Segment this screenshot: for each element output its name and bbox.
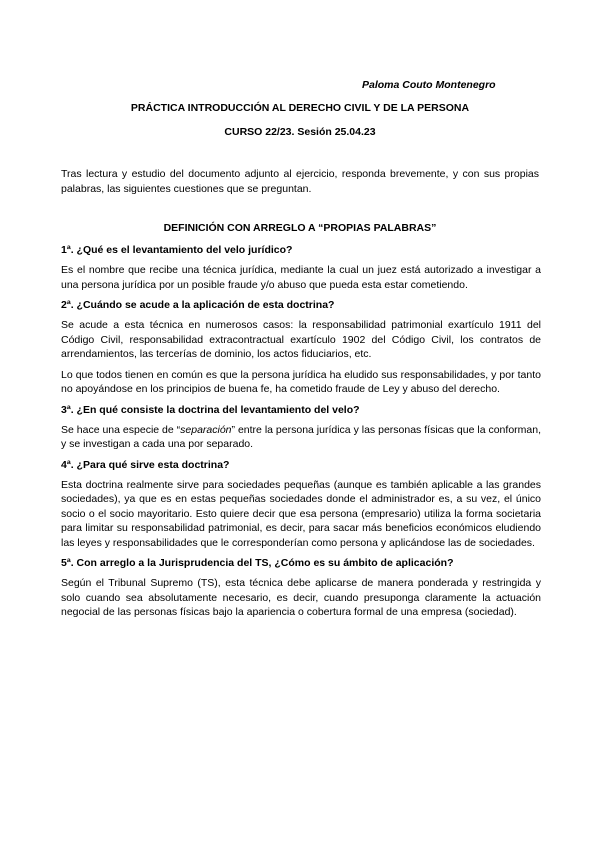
answer-2b: Lo que todos tienen en común es que la persona jurídica ha eludido sus responsabilidades, y por tanto no apoyándose en los principios de buena fe, ha cometido fraude de Ley y abuso del derecho. bbox=[61, 368, 541, 395]
question-4: 4ª. ¿Para qué sirve esta doctrina? bbox=[61, 458, 230, 471]
answer-3-pre: Se hace una especie de “ bbox=[61, 423, 181, 436]
answer-3 bbox=[61, 423, 541, 452]
question-3: 3ª. ¿En qué consiste la doctrina del levantamiento del velo? bbox=[61, 403, 360, 416]
answer-5: Según el Tribunal Supremo (TS), esta técnica debe aplicarse de manera ponderada y restringida y solo cuando sea absolutamente necesario, es decir, cuando presuponga claramente la actuación negocial de las personas físicas bajo la apariencia o cobertura formal de una empresa (sociedad). bbox=[61, 577, 541, 618]
document-title: PRÁCTICA INTRODUCCIÓN AL DERECHO CIVIL Y DE LA PERSONA bbox=[130, 102, 470, 114]
intro-paragraph: Tras lectura y estudio del documento adjunto al ejercicio, responda brevemente, y con sus propias palabras, las siguientes cuestiones que se preguntan. bbox=[61, 168, 539, 195]
answer-1: Es el nombre que recibe una técnica jurídica, mediante la cual un juez está autorizado a investigar a una persona jurídica por un posible fraude y/o abuso que pueda esta estar cometiendo. bbox=[61, 264, 541, 291]
question-1: 1ª. ¿Qué es el levantamiento del velo jurídico? bbox=[61, 244, 293, 256]
answer-3-emphasis: separación bbox=[180, 423, 232, 436]
questions-section bbox=[61, 243, 541, 626]
course-session: CURSO 22/23. Sesión 25.04.23 bbox=[224, 126, 376, 138]
author-name: Paloma Couto Montenegro bbox=[362, 79, 496, 91]
answer-2a: Se acude a esta técnica en numerosos casos: la responsabilidad patrimonial exartículo 1911 del Código Civil, responsabilidad extracontractual exartículo 1902 del Código Civil, los contratos de arrendamientos, las tercerías de dominio, los actos fiduciarios, etc. bbox=[61, 319, 541, 360]
question-2: 2ª. ¿Cuándo se acude a la aplicación de esta doctrina? bbox=[61, 299, 335, 311]
answer-3-post: ” entre la persona jurídica y las personas físicas que la conforman, y se investigan a cada una por separado. bbox=[61, 423, 541, 450]
section-title: DEFINICIÓN CON ARREGLO A “PROPIAS PALABRAS” bbox=[163, 222, 437, 234]
answer-4: Esta doctrina realmente sirve para sociedades pequeñas (aunque es también aplicable a las grandes sociedades), ya que es en estas pequeñas sociedades donde el administrador es, a su vez, el único socio o el socio mayoritario. Esto quiere decir que esa persona (empresario) utiliza la forma societaria para limitar su responsabilidad patrimonial, es decir, para sacar más beneficios económicos eludiendo las leyes y responsabilidades que le corresponderían como persona y aplicándose las de sociedades. bbox=[61, 478, 541, 549]
question-5: 5ª. Con arreglo a la Jurisprudencia del TS, ¿Cómo es su ámbito de aplicación? bbox=[61, 557, 454, 569]
